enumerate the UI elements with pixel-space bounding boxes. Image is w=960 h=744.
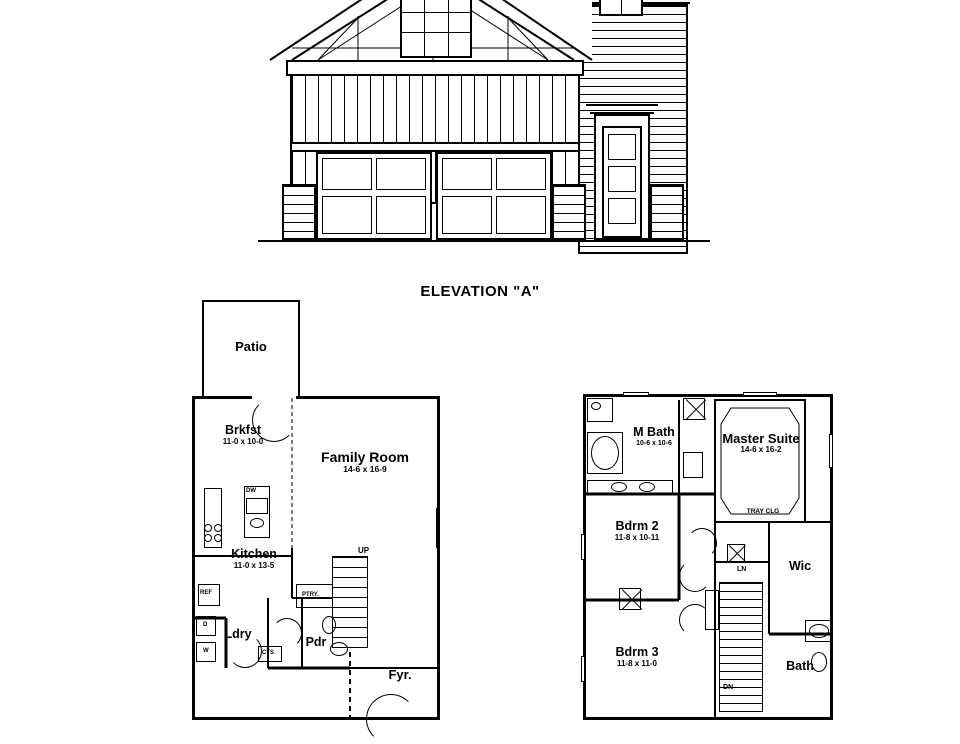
room-foyer: Fyr. [388, 667, 412, 682]
refrigerator-label: REF [200, 590, 212, 596]
dryer-label: D [203, 622, 208, 628]
brick-pier-entry [650, 184, 684, 240]
room-laundry: Ldry [224, 627, 252, 641]
room-breakfast: Brkfst 11-0 x 10-0 [222, 423, 264, 446]
room-family: Family Room 14-6 x 16-9 [321, 449, 409, 475]
bedroom2-closet-door [619, 588, 641, 610]
tray-ceiling-label: TRAY CLG [746, 508, 780, 515]
master-wc [683, 452, 703, 478]
room-bedroom-2: Bdrm 2 11-8 x 10-11 [614, 519, 660, 542]
gable-window [400, 0, 472, 58]
laundry-door-swing [228, 634, 262, 668]
front-elevation-drawing [258, 0, 710, 264]
master-closet-door [683, 398, 705, 420]
gable-roof-svg [258, 0, 710, 71]
sink [246, 498, 268, 514]
dishwasher-label: DW [246, 488, 256, 494]
linen-door [727, 544, 745, 562]
main-floor-plan [190, 298, 450, 720]
room-powder: Pdr [305, 635, 327, 649]
garage-header-trim [290, 142, 580, 152]
pantry-label: PTRY. [302, 592, 319, 598]
room-bedroom-3: Bdrm 3 11-8 x 11-0 [615, 645, 659, 668]
window-master-top [743, 392, 777, 396]
room-patio: Patio [235, 339, 267, 354]
powder-door-swing [272, 618, 302, 648]
master-shower [587, 398, 613, 422]
master-door-swing [687, 528, 717, 558]
window-upper-left-2 [581, 656, 585, 682]
room-kitchen: Kitchen 11-0 x 13-5 [231, 547, 277, 570]
elevation-title: ELEVATION "A" [420, 283, 540, 300]
master-vanity [587, 480, 673, 494]
washer-label: W [203, 648, 209, 654]
room-wic: Wic [788, 559, 812, 573]
upper-floor-plan [583, 394, 843, 720]
upper-stairs [719, 582, 763, 712]
room-master-bath: M Bath 10-6 x 10-6 [633, 425, 675, 447]
room-bath: Bath [786, 659, 814, 673]
bedroom3-door-swing [679, 604, 711, 636]
main-stairs [332, 556, 368, 648]
powder-toilet [322, 616, 336, 634]
brick-pier-left [282, 184, 316, 240]
powder-sink [330, 642, 348, 656]
stairs-up-label: UP [358, 546, 370, 555]
stairs-down-label: DN [723, 684, 734, 691]
brick-pier-right [552, 184, 586, 240]
counters-label: CTS [262, 650, 274, 656]
window-master-right [829, 434, 833, 468]
foyer-door-swing [366, 694, 416, 744]
window-upper-left-1 [581, 534, 585, 560]
bedroom2-door-swing [679, 560, 711, 592]
hall-bath-toilet [811, 652, 827, 672]
window-upper-top [623, 392, 649, 396]
linen-label: LN [737, 566, 747, 573]
room-master-suite: Master Suite 14-6 x 16-2 [722, 431, 800, 455]
